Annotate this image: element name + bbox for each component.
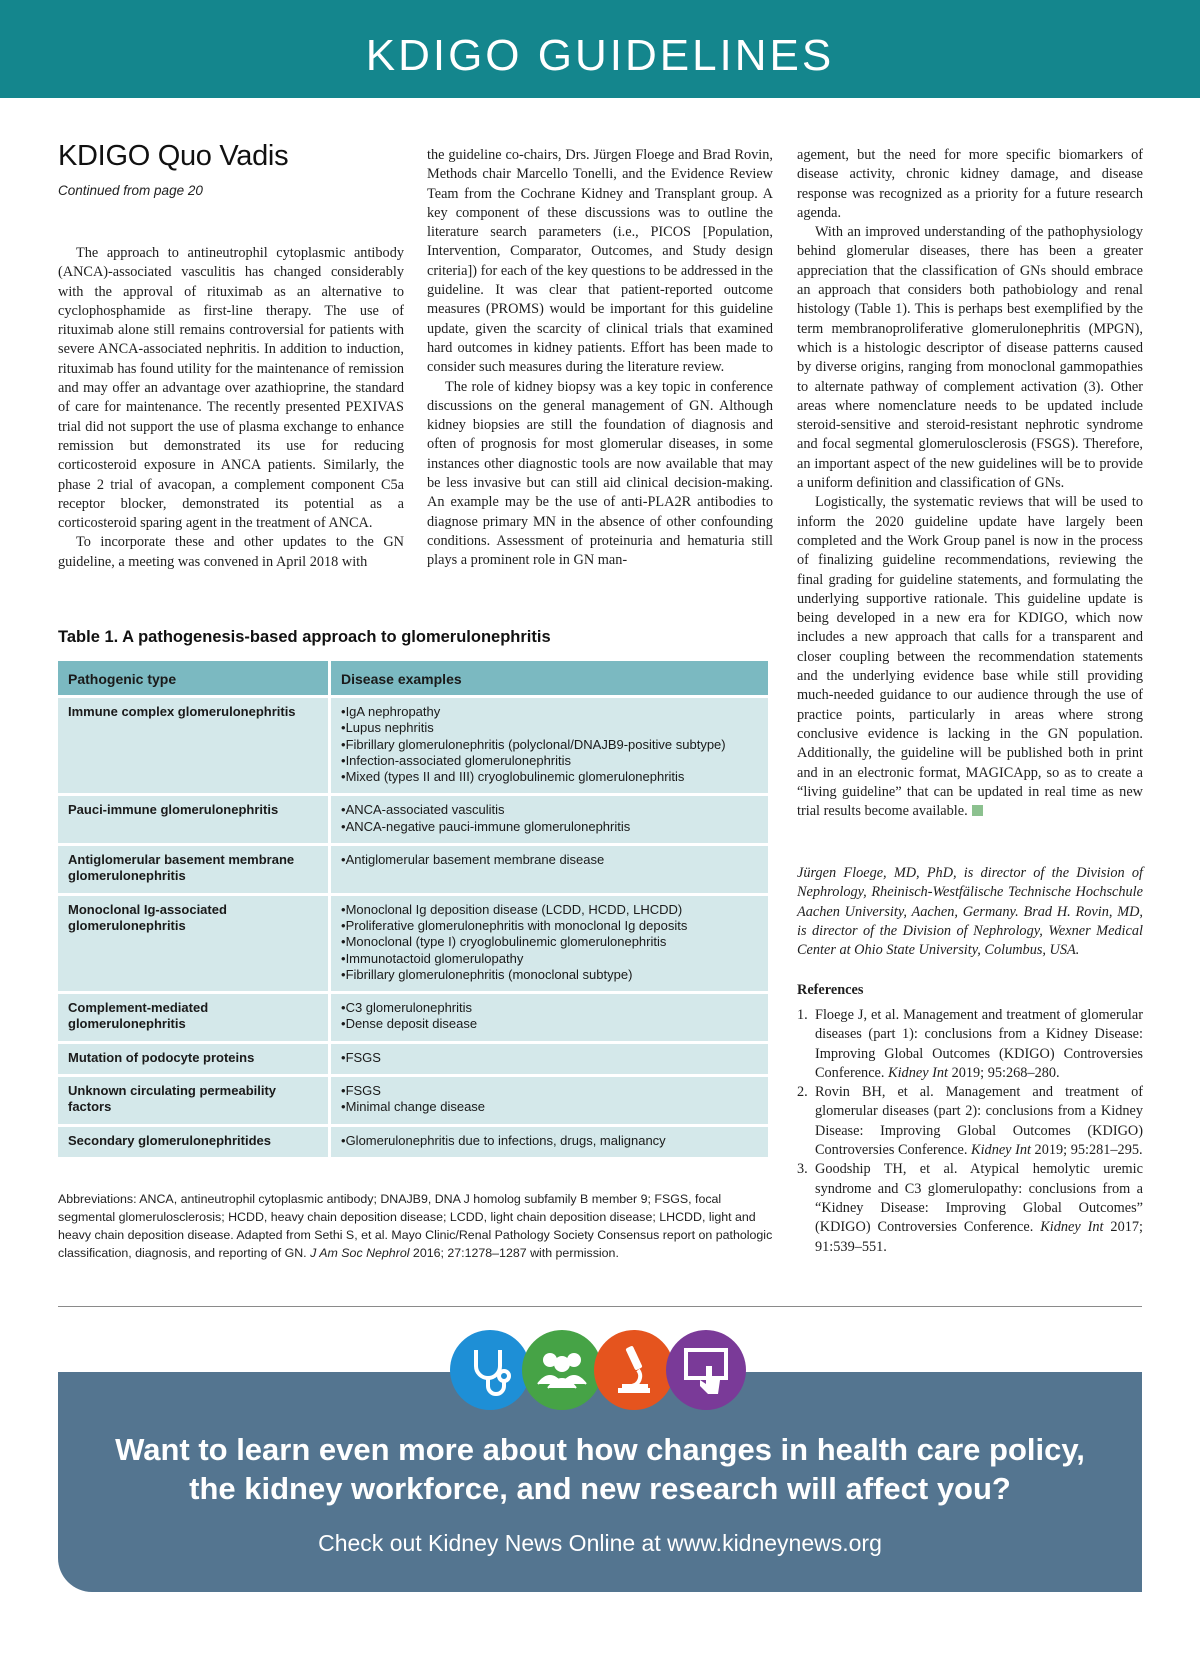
table-row [58, 993, 770, 1043]
people-group-icon [522, 1330, 602, 1410]
disease-item: • Monoclonal (type I) cryoglobulinemic glomerulonephritis [341, 934, 758, 950]
table-abbreviations [58, 1190, 773, 1262]
paragraph: With an improved understanding of the pathophysiology behind glomerular diseases, there has been a greater appreciation that the classification of GNs should embrace an approach that considers both pathobiology and renal histology (Table 1). This is perhaps best exemplified by the term membranoproliferative glomerulonephritis (MPGN), which is a histologic descriptor of disease patterns caused by diverse origins, ranging from monoclonal gammopathies to alternate pathway of complement activation (3). Other areas where nomenclature needs to be updated include steroid-sensitive and steroid-resistant nephrotic syndrome and focal segmental glomerulosclerosis (FSGS). Therefore, an important aspect of the new guidelines will be to provide a uniform definition and classification of GNs. [797, 224, 1143, 492]
table-body [58, 697, 770, 1159]
disease-item: • C3 glomerulonephritis [341, 1000, 758, 1016]
continued-note: Continued from page 20 [58, 183, 203, 198]
stethoscope-icon [450, 1330, 530, 1410]
promo-link[interactable]: Check out Kidney News Online at www.kidneynews.org [318, 1530, 882, 1556]
disease-list [341, 902, 758, 983]
disease-item: • ANCA-associated vasculitis [341, 802, 758, 818]
disease-list [341, 1083, 758, 1116]
reference-journal: Kidney Int [888, 1064, 948, 1081]
disease-examples-cell [330, 795, 770, 845]
promo-headline-line: the kidney workforce, and new research will affect you? [189, 1471, 1011, 1506]
disease-item: • Antiglomerular basement membrane disease [341, 852, 758, 868]
references-heading: References [797, 982, 864, 998]
table-header-row [58, 661, 770, 697]
article-column-2 [427, 146, 773, 571]
abbreviations-journal: J Am Soc Nephrol [310, 1246, 410, 1260]
reference-item [797, 1083, 1143, 1160]
disease-examples-cell [330, 697, 770, 795]
table-row [58, 1042, 770, 1075]
promo-headline [58, 1430, 1142, 1508]
reference-item [797, 1160, 1143, 1256]
disease-list [341, 1133, 758, 1149]
disease-item: • Minimal change disease [341, 1099, 758, 1115]
table-row [58, 1076, 770, 1126]
disease-list [341, 1000, 758, 1033]
paragraph: To incorporate these and other updates to the GN guideline, a meeting was convened in April 2018 with [58, 534, 404, 570]
article-column-1 [58, 244, 404, 572]
pathogenic-type-cell: Immune complex glomerulonephritis [58, 697, 330, 795]
reference-text: Floege J, et al. Management and treatment of glomerular diseases (part 1): conclusions from a Kidney Disease: Improving Global Outcomes (KDIGO) Controversies Conference. [815, 1007, 1143, 1081]
microscope-icon [594, 1330, 674, 1410]
disease-item: • Glomerulonephritis due to infections, drugs, malignancy [341, 1133, 758, 1149]
touchscreen-icon [666, 1330, 746, 1410]
reference-citation: 2019; 95:268–280. [948, 1064, 1060, 1081]
section-banner: KDIGO GUIDELINES [0, 0, 1200, 98]
table-row [58, 697, 770, 795]
disease-item: • Immunotactoid glomerulopathy [341, 951, 758, 967]
reference-citation: 2019; 95:281–295. [1030, 1142, 1143, 1159]
disease-examples-cell [330, 894, 770, 992]
reference-number: 2. [797, 1084, 808, 1101]
references-list [797, 1006, 1143, 1257]
reference-number: 3. [797, 1161, 808, 1178]
reference-text: Goodship TH, et al. Atypical hemolytic uremic syndrome and C3 glomerulopathy: conclusions from a “Kidney Disease: Improving Global Outcomes” (KDIGO) Controversies Conference. [815, 1161, 1143, 1236]
disease-item: • FSGS [341, 1050, 758, 1066]
disease-examples-cell [330, 1125, 770, 1158]
paragraph: the guideline co-chairs, Drs. Jürgen Floege and Brad Rovin, Methods chair Marcello Tonelli, and the Evidence Review Team from the Cochrane Kidney and Transplant group. A key component of these discussions was to outline the literature search parameters (i.e., PICOS [Population, Intervention, Comparator, Outcomes, and Study design criteria]) for each of the key questions to be addressed in the guideline. It was clear that patient-reported outcome measures (PROMS) would be important for this guideline update, given the scarcity of clinical trials that examined hard outcomes in kidney patients. Effort has been made to consider such measures during the literature review. [427, 147, 773, 376]
reference-journal: Kidney Int [971, 1142, 1031, 1159]
reference-number: 1. [797, 1007, 808, 1023]
disease-list [341, 852, 758, 868]
reference-journal: Kidney Int [1040, 1219, 1104, 1236]
abbreviations-citation: 2016; 27:1278–1287 with permission. [409, 1246, 619, 1260]
paragraph: The approach to antineutrophil cytoplasmic antibody (ANCA)-associated vasculitis has changed considerably with the approval of rituximab as an alternative to cyclophosphamide as first-line therapy. The use of rituximab alone still remains controversial for patients with severe ANCA-associated nephritis. In addition to induction, rituximab has found utility for the maintenance of remission and may offer an advantage over azathioprine, the standard of care for maintenance. The recently presented PEXIVAS trial did not support the use of plasma exchange to enhance remission but demonstrated its use for reducing corticosteroid exposure in ANCA patients. Similarly, the phase 2 trial of avacopan, a complement component C5a receptor blocker, demonstrated its potential as a corticosteroid sparing agent in the treatment of ANCA. [58, 245, 404, 532]
divider [58, 1306, 1142, 1307]
table-row [58, 845, 770, 895]
disease-item: • Dense deposit disease [341, 1016, 758, 1032]
reference-citation: 2017; 91:539–551. [815, 1219, 1143, 1255]
paragraph: The role of kidney biopsy was a key topic in conference discussions on the general management of GN. Although kidney biopsies are still the foundation of diagnosis and often of prognosis for most glomerular diseases, in some instances other diagnostic tools are now available that may be less invasive but can still aid clinical decision-making. An example may be the use of anti-PLA2R antibodies to diagnose primary MN in the absence of other confounding conditions. Assessment of proteinuria and hematuria still plays a prominent role in GN man- [427, 378, 773, 569]
abbreviations-text: Abbreviations: ANCA, antineutrophil cytoplasmic antibody; DNAJB9, DNA J homolog subfamily B member 9; FSGS, focal segmental glomerulosclerosis; HCDD, heavy chain deposition disease; LCDD, light chain deposition disease; LHCDD, light and heavy chain deposition disease. Adapted from Sethi S, et al. Mayo Clinic/Renal Pathology Society Consensus report on pathologic classification, diagnosis, and reporting of GN. [58, 1192, 773, 1260]
column-header: Pathogenic type [58, 661, 330, 697]
disease-examples-cell [330, 993, 770, 1043]
author-bio: Jürgen Floege, MD, PhD, is director of the Division of Nephrology, Rheinisch-Westfälische Technische Hochschule Aachen University, Aachen, Germany. Brad H. Rovin, MD, is director of the Division of Nephrology, Wexner Medical Center at Ohio State University, Columbus, USA. [797, 865, 1143, 959]
reference-text: Rovin BH, et al. Management and treatment of glomerular diseases (part 2): conclusions from a Kidney Disease: Improving Global Outcomes (KDIGO) Controversies Conference. [815, 1084, 1143, 1159]
article-title: KDIGO Quo Vadis [58, 140, 289, 172]
end-of-article-mark [972, 805, 983, 816]
disease-list [341, 1050, 758, 1066]
disease-item: • Monoclonal Ig deposition disease (LCDD, HCDD, LHCDD) [341, 902, 758, 918]
disease-item: • Mixed (types II and III) cryoglobulinemic glomerulonephritis [341, 769, 758, 785]
paragraph: agement, but the need for more specific biomarkers of disease activity, chronic kidney damage, and disease response was recognized as a priority for a future research agenda. [797, 147, 1143, 221]
pathogenesis-table [58, 661, 771, 1160]
disease-item: • IgA nephropathy [341, 704, 758, 720]
disease-item: • Fibrillary glomerulonephritis (monoclonal subtype) [341, 967, 758, 983]
paragraph-text: Logistically, the systematic reviews that will be used to inform the 2020 guideline update have largely been completed and the Work Group panel is now in the process of finalizing guideline recommendations, reviewing the final grading for guideline statements, and formulating the underlying supportive rationale. This guideline update is being developed in a new era for KDIGO, which now includes a new approach that calls for a transparent and closer coupling between the recommendation statements and the underlying evidence base while still providing much-needed guidance to our audience through the use of practice points, particularly in areas where strong conclusive evidence is lacking in the GN population. Additionally, the guideline will be published both in print and in an electronic format, MAGICApp, so as to create a “living guideline” that can be updated in real time as new trial results become available. [797, 494, 1143, 820]
pathogenic-type-cell: Secondary glomerulonephritides [58, 1125, 330, 1158]
table-row [58, 894, 770, 992]
disease-item: • ANCA-negative pauci-immune glomerulonephritis [341, 819, 758, 835]
pathogenic-type-cell: Pauci-immune glomerulonephritis [58, 795, 330, 845]
pathogenic-type-cell: Antiglomerular basement membrane glomerulonephritis [58, 845, 330, 895]
disease-list [341, 704, 758, 785]
column-header: Disease examples [330, 661, 770, 697]
paragraph-final [797, 493, 1143, 821]
icon-bg [450, 1330, 530, 1410]
disease-item: • Lupus nephritis [341, 720, 758, 736]
disease-item: • FSGS [341, 1083, 758, 1099]
disease-item: • Proliferative glomerulonephritis with monoclonal Ig deposits [341, 918, 758, 934]
table-row [58, 795, 770, 845]
disease-examples-cell [330, 845, 770, 895]
disease-item: • Infection-associated glomerulonephritis [341, 753, 758, 769]
pathogenic-type-cell: Complement-mediated glomerulonephritis [58, 993, 330, 1043]
disease-item: • Fibrillary glomerulonephritis (polyclonal/DNAJB9-positive subtype) [341, 737, 758, 753]
pathogenic-type-cell: Mutation of podocyte proteins [58, 1042, 330, 1075]
article-column-3 [797, 146, 1143, 821]
disease-list [341, 802, 758, 835]
reference-item [797, 1006, 1143, 1083]
disease-examples-cell [330, 1076, 770, 1126]
disease-examples-cell [330, 1042, 770, 1075]
table-title: Table 1. A pathogenesis-based approach to glomerulonephritis [58, 628, 551, 646]
pathogenic-type-cell: Monoclonal Ig-associated glomerulonephritis [58, 894, 330, 992]
table-row [58, 1125, 770, 1158]
pathogenic-type-cell: Unknown circulating permeability factors [58, 1076, 330, 1126]
promo-headline-line: Want to learn even more about how changes in health care policy, [115, 1432, 1085, 1467]
